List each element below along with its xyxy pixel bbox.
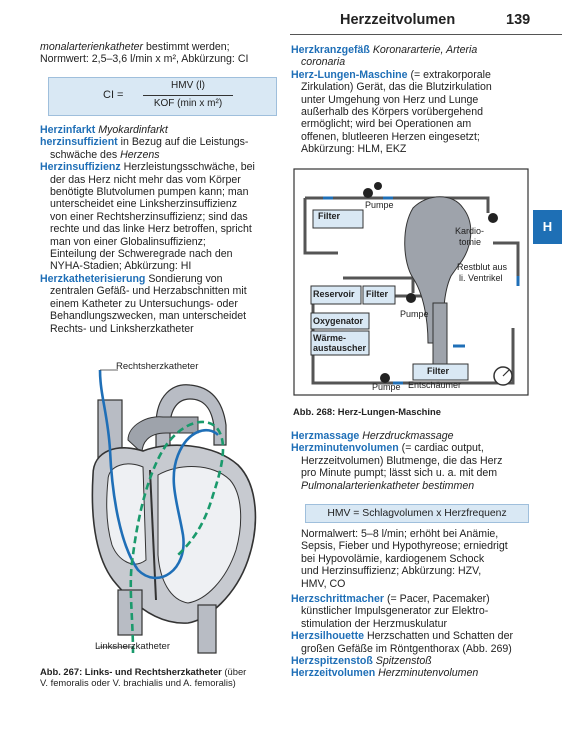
def-line: NYHA-Stadien; Abkürzung: HI [50,260,192,273]
heart-catheter-figure [38,355,288,660]
def-line: man von einer Globalinsuffizienz; [50,235,206,248]
figure-268-caption: Abb. 268: Herz-Lungen-Maschine [293,406,441,417]
hlm-label-reservoir: Reservoir [313,289,355,299]
aorta-descending [198,605,216,653]
def-line: Sondierung von [145,272,223,285]
hlm-label-kardio1: Kardio- [455,226,485,236]
pump-roller-1b [374,182,382,190]
hlm-label-kardio2: tomie [459,237,482,247]
term-herzkranzgefaess: Herzkranzgefäß [291,44,370,56]
def-line: außerhalb des Körpers vorübergehend [301,106,483,119]
hlm-label-filter2: Filter [366,289,389,299]
def-herzinsuffizient-3: Herzens [120,148,160,161]
term-herzsilhouette: Herzsilhouette [291,630,364,643]
pump-roller-2 [488,213,498,223]
ci-formula-box [48,77,277,116]
def-line: künstlicher Impulsgenerator zur Elektro- [301,605,489,618]
thumb-index-tab: H [533,210,562,244]
left-column [40,41,285,66]
def-line: coronaria [301,56,346,69]
hlm-label-restblut1: Restblut aus [457,262,508,272]
term-herzminutenvolumen: Herzminutenvolumen [291,442,399,455]
hlm-label-entschaeumer: Entschäumer [408,380,462,390]
def-line: von einer Rechtsherzinsuffizienz; sind das [50,210,248,223]
hlm-label-filter1: Filter [318,211,341,221]
caption-text: (über [221,666,247,677]
hlm-label-filter3: Filter [427,366,450,376]
page-number: 139 [506,12,531,28]
term-herzmassage: Herzmassage [291,430,360,442]
header-rule [290,34,562,35]
fraction-bar [143,95,233,96]
def-line: unterscheidet eine Linksherzinsuffizienz [50,198,238,211]
caption-title: Abb. 267: Links- und Rechtsherzkatheter [40,666,222,677]
hlm-label-pumpe2: Pumpe [400,309,429,319]
left-entries [40,124,288,335]
def-herzinsuffizient: in Bezug auf die Leistungs- [117,136,249,149]
figure-267-caption [40,666,288,688]
right-column-mid [291,430,531,492]
def-line: Pulmonalarterienkatheter bestimmen [301,479,475,492]
right-column-bottom [301,528,533,590]
hlm-label-pumpe3: Pumpe [372,382,401,392]
def-line: ermöglicht; wird bei Operationen am [301,118,472,131]
running-header-title: Herzzeitvolumen [340,12,456,28]
def-line: der das Herz nicht mehr das vom Körper [50,173,241,186]
def-line: Zirkulation) Gerät, das die Blutzirkulation [301,81,492,94]
term-herzinsuffizient: herzinsuffizient [40,136,118,149]
normwert-line: Normwert: 2,5–3,6 l/min x m², Abkürzung: CI [40,53,249,66]
formula-denominator: KOF (min x m²) [153,98,223,109]
term-herzkatheterisierung: Herzkatheterisierung [40,272,146,285]
def-line: Herzminutenvolumen [375,667,479,680]
def-line: Herzdruckmassage [359,430,454,442]
term-herzschrittmacher: Herzschrittmacher [291,593,385,605]
hlm-label-waerme1: Wärme- [313,333,347,343]
def-line: pro Minute pumpt; lässt sich u. a. mit dem [301,467,498,480]
def-line: Normalwert: 5–8 l/min; erhöht bei Anämie, [301,528,499,540]
def-line: Rechts- und Linksherzkatheter [50,322,194,335]
def-line: Herzzeitvolumen) Blutmenge, die das Herz [301,454,503,467]
def-herzinfarkt: Myokardinfarkt [98,124,168,136]
def-line: rechte und das linke Herz betroffen, spricht [50,223,252,236]
def-line: stimulation der Herzmuskulatur [301,617,448,630]
pump-roller-3 [406,293,416,303]
def-line: benötigte Blutvolumen pumpen kann; man [50,186,249,199]
def-line: bei Hypovolämie, kardiogenem Schock [301,552,485,565]
def-line: Koronararterie, Arteria [369,44,478,56]
hlm-label-pumpe1: Pumpe [365,200,394,210]
term-herzinfarkt: Herzinfarkt [40,124,96,136]
term-herz-lungen-maschine: Herz-Lungen-Maschine [291,68,408,81]
hlm-label-oxygenator: Oxygenator [313,316,364,326]
term-herzzeitvolumen: Herzzeitvolumen [291,667,376,680]
def-line: (= Pacer, Pacemaker) [384,593,490,605]
def-line: Spitzenstoß [372,655,432,668]
hlm-label-waerme2: austauscher [313,343,367,353]
formula-lhs: CI = [103,89,124,101]
def-line: Behandlungszwecken, man unterscheidet [50,310,247,323]
def-line: Herzschatten und Schatten der [364,630,513,643]
def-herzinsuffizient-2: schwäche des [50,148,121,161]
def-line: Sepsis, Fieber und Hypothyreose; erniedrigt [301,540,508,553]
label-linksherzkatheter: Linksherzkatheter [95,641,170,652]
intro-text: bestimmt werden; [143,41,230,53]
def-line: großen Gefäße im Röntgenthorax (Abb. 269) [301,642,512,655]
formula-numerator: HMV (l) [171,80,205,91]
def-line: Abkürzung: HLM, EKZ [301,143,407,156]
def-line: unter Umgehung von Herz und Lunge [301,93,479,106]
pump-roller-1 [363,188,373,198]
def-line: HMV, CO [301,577,346,590]
label-rechtsherzkatheter: Rechtsherzkatheter [116,361,199,372]
intro-term: monalarterienkatheter [40,41,144,53]
term-herzspitzenstoss: Herzspitzenstoß [291,655,373,668]
hlm-label-restblut2: li. Ventrikel [459,273,503,283]
def-line: Herzleistungsschwäche, bei [120,161,255,174]
def-line: zentralen Gefäß- und Herzabschnitten mit [50,285,247,298]
def-line: (= cardiac output, [398,442,484,455]
right-column-end [291,593,531,680]
def-line: einem Katheter zu Untersuchungs- oder [50,297,238,310]
caption-text-2: V. femoralis oder V. brachialis und A. femoralis) [40,677,236,689]
term-herzinsuffizienz: Herzinsuffizienz [40,161,121,174]
def-line: Einteilung der Schweregrade nach den [50,248,233,261]
hmv-formula-box: HMV = Schlagvolumen x Herzfrequenz [305,504,529,523]
def-line: (= extrakorporale [407,68,491,81]
def-line: und Herzinsuffizienz; Abkürzung: HZV, [301,565,482,578]
right-column-top [291,44,531,156]
def-line: offenen, blutleeren Herzen eingesetzt; [301,130,480,143]
